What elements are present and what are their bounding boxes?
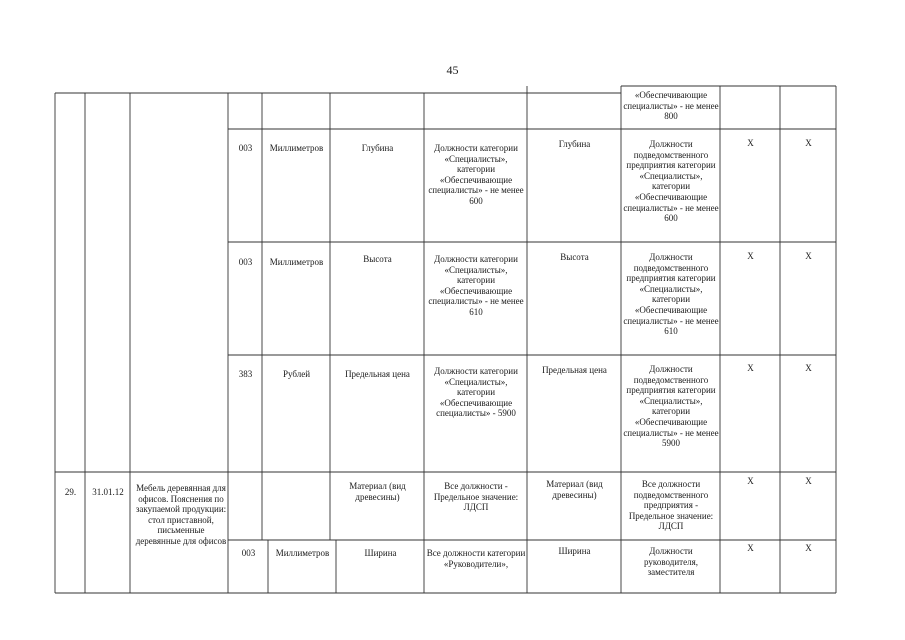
material-x1: X <box>747 476 754 486</box>
row-height-value: Должности категории «Специалисты», категории «Обеспечивающие специалисты» - не менее 610 <box>428 254 524 317</box>
material-characteristic2: Материал (вид древесины) <box>546 479 603 500</box>
width-value2: Должности руководителя, заместителя <box>644 546 698 578</box>
page-number: 45 <box>446 63 459 77</box>
row-depth-characteristic2: Глубина <box>558 139 591 149</box>
width-value: Все должности категории «Руководители», <box>426 548 526 569</box>
row-depth-x1: X <box>747 138 754 148</box>
width-characteristic2: Ширина <box>558 546 591 556</box>
row-height-unit: Миллиметров <box>269 257 324 267</box>
row-height-characteristic2: Высота <box>560 252 589 262</box>
item29-name: Мебель деревянная для офисов. Пояснения по закупаемой продукции: стол приставной, письменные деревянные для офисов <box>135 483 227 546</box>
material-x2: X <box>805 476 812 486</box>
row-price-x2: X <box>805 363 812 373</box>
row-price-characteristic2: Предельная цена <box>542 365 607 375</box>
material-value2: Все должности подведомственного предприятия - Предельное значение: ЛДСП <box>628 479 714 532</box>
width-x2: X <box>805 543 812 553</box>
width-characteristic: Ширина <box>364 548 397 558</box>
row-price-characteristic: Предельная цена <box>345 369 410 379</box>
row-height-value2: Должности подведомственного предприятия категории «Специалисты», категории «Обеспечивающие специалисты» - не менее 610 <box>623 252 719 337</box>
row-price-code: 383 <box>238 369 253 379</box>
width-code: 003 <box>241 548 256 558</box>
row-price-value2: Должности подведомственного предприятия категории «Специалисты», категории «Обеспечивающие специалисты» - не менее 5900 <box>623 364 719 449</box>
width-unit: Миллиметров <box>275 548 330 558</box>
row-height-x2: X <box>805 251 812 261</box>
row-height-characteristic: Высота <box>363 254 392 264</box>
item29-number: 29. <box>64 487 77 497</box>
material-characteristic: Материал (вид древесины) <box>349 481 406 502</box>
row-depth-value: Должности категории «Специалисты», категории «Обеспечивающие специалисты» - не менее 600 <box>428 143 524 206</box>
row-height-code: 003 <box>238 257 253 267</box>
row-price-value: Должности категории «Специалисты», категории «Обеспечивающие специалисты» - 5900 <box>434 366 518 419</box>
row-depth-characteristic: Глубина <box>361 143 394 153</box>
row-price-unit: Рублей <box>282 369 311 379</box>
row-depth-unit: Миллиметров <box>269 143 324 153</box>
width-x1: X <box>747 543 754 553</box>
row-price-x1: X <box>747 363 754 373</box>
material-value: Все должности - Предельное значение: ЛДСП <box>433 481 519 513</box>
row-depth-code: 003 <box>238 143 253 153</box>
row-height-x1: X <box>747 251 754 261</box>
continuation-required-cell: «Обеспечивающие специалисты» - не менее 800 <box>623 90 719 122</box>
item29-okpd: 31.01.12 <box>92 487 124 497</box>
row-depth-value2: Должности подведомственного предприятия категории «Специалисты», категории «Обеспечивающие специалисты» - не менее 600 <box>623 139 719 224</box>
row-depth-x2: X <box>805 138 812 148</box>
